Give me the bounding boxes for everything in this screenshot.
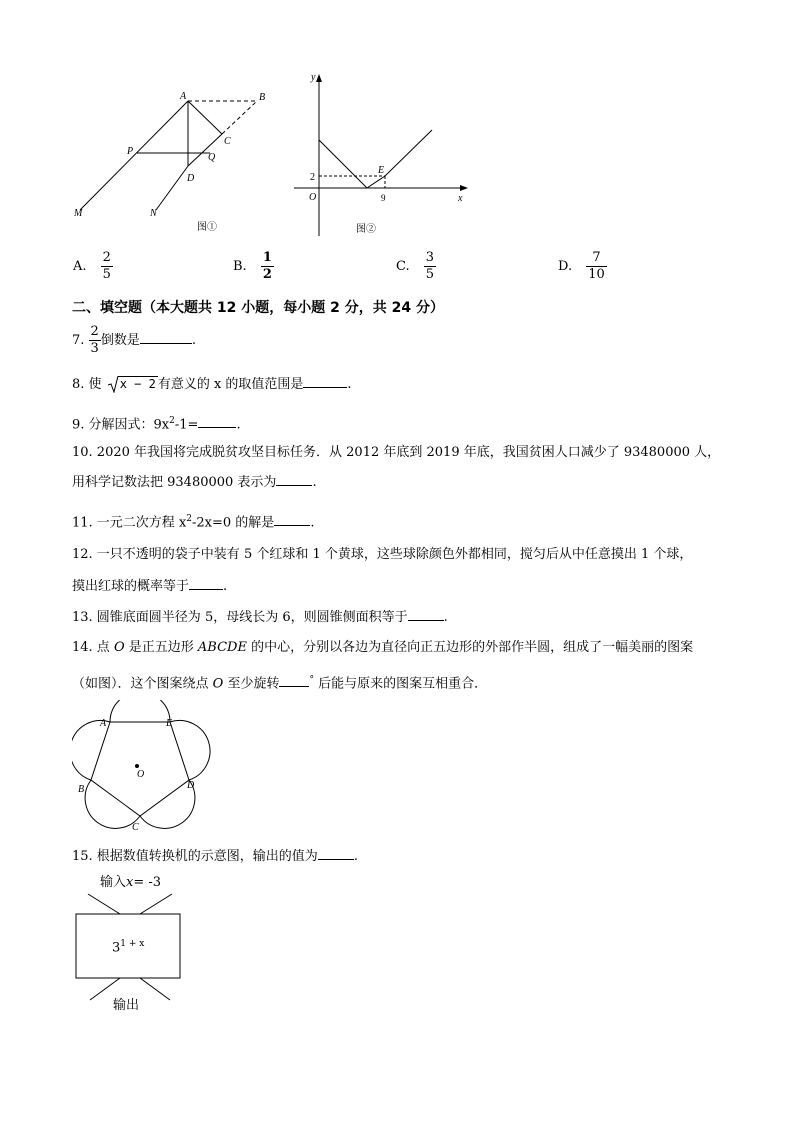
- question-14-line-2: [72, 671, 487, 693]
- label-d: D: [187, 780, 195, 791]
- label-x: x: [458, 193, 463, 204]
- question-15: [72, 847, 358, 866]
- choice-letter: D.: [558, 259, 573, 274]
- question-12-line-2: [72, 577, 227, 596]
- q11-sup: 2: [186, 514, 193, 524]
- q7-fraction: $\frac{2}{3}$: [90, 324, 99, 356]
- q14-line2-end: 后能与原来的图案互相重合．: [318, 676, 488, 692]
- line-dn: [156, 166, 188, 210]
- q14-point-o: O: [113, 640, 125, 655]
- q14-post: 的中心，分别以各边为直径向正五边形的外部作半圆，组成了一幅美丽的图案: [251, 640, 694, 655]
- section-title: 二、填空题（本大题共 12 小题，每小题 2 分，共 24 分）: [72, 300, 444, 316]
- sqrt-symbol: [108, 375, 158, 394]
- choice-a: [73, 250, 113, 283]
- q11-post: -2x=0 的解是: [192, 515, 275, 531]
- answer-blank: [274, 513, 310, 526]
- choice-letter: C.: [396, 259, 410, 274]
- line-dc: [188, 134, 222, 166]
- input-var: x: [126, 875, 134, 890]
- q13-text: 13. 圆锥底面圆半径为 5，母线长为 6，则圆锥侧面积等于: [72, 610, 408, 625]
- line-am: [80, 101, 188, 210]
- degree-symbol: °: [309, 675, 314, 685]
- choice-letter: B.: [233, 259, 247, 274]
- sqrt-radicand: x − 2: [119, 377, 156, 391]
- choice-fraction: $\frac{7}{10}$: [588, 250, 605, 282]
- label-n: N: [150, 208, 157, 219]
- choice-fraction: $\frac{2}{5}$: [102, 250, 111, 282]
- q8-post: 有意义的 x 的取值范围是: [157, 377, 304, 392]
- q11-pre: 11. 一元二次方程 x: [72, 515, 187, 531]
- y-arrow: [316, 74, 322, 82]
- answer-blank: [140, 331, 192, 344]
- choice-letter: A.: [73, 259, 87, 274]
- question-11: [72, 510, 314, 532]
- tick-9: 9: [381, 193, 386, 203]
- label-c: C: [132, 822, 139, 833]
- answer-blank: [303, 375, 347, 388]
- q8-pre: 8. 使: [72, 377, 102, 392]
- label-e: E: [378, 165, 385, 176]
- q14-pre: 14. 点: [72, 640, 110, 655]
- q14-line2-pre: （如图）．这个图案绕点: [72, 676, 209, 692]
- label-c: C: [224, 136, 231, 147]
- expr-exponent: 1 + x: [120, 939, 145, 949]
- q9-sup: 2: [169, 416, 175, 426]
- x-arrow: [460, 185, 468, 191]
- choice-d: [558, 250, 607, 283]
- caption-1: 图①: [197, 222, 217, 233]
- label-q: Q: [208, 152, 216, 163]
- answer-blank: [408, 608, 444, 621]
- line-ac: [188, 101, 222, 134]
- question-8: [72, 375, 352, 394]
- question-9: [72, 412, 241, 434]
- q15-text: 15. 根据数值转换机的示意图，输出的值为: [72, 849, 318, 864]
- q14-mid: 是正五边形: [128, 640, 194, 655]
- q12-line2: 摸出红球的概率等于: [72, 579, 190, 594]
- expr-base: 3: [112, 940, 121, 956]
- graph-line: [319, 130, 432, 188]
- q11-end: .: [310, 515, 315, 531]
- label-b: B: [78, 784, 85, 795]
- q7-text: 倒数是: [100, 333, 140, 348]
- choice-fraction: $\frac{3}{5}$: [425, 250, 435, 282]
- q14-point-o: O: [212, 676, 224, 692]
- semicircle-ae: [110, 700, 170, 722]
- q14-line2-post: 至少旋转: [227, 676, 280, 692]
- label-a: A: [100, 718, 107, 729]
- input-value: = -3: [133, 875, 162, 890]
- q9-post: -1=: [174, 417, 199, 433]
- label-m: M: [74, 208, 83, 219]
- machine-output-label: 输出: [113, 998, 140, 1013]
- answer-blank: [276, 473, 312, 486]
- q13-end: .: [443, 610, 448, 625]
- funnel-right: [140, 894, 172, 914]
- q15-end: .: [353, 849, 358, 864]
- q14-abcde: ABCDE: [197, 640, 247, 655]
- answer-blank: [189, 577, 223, 590]
- label-a: A: [180, 91, 187, 102]
- question-10-line-2: [72, 473, 317, 492]
- label-b: B: [259, 92, 266, 103]
- q10-line2: 用科学记数法把 93480000 表示为: [72, 475, 277, 490]
- answer-blank: [279, 674, 309, 687]
- figure-1: [70, 88, 290, 238]
- outlet-right: [140, 978, 170, 1000]
- answer-blank: [318, 847, 354, 860]
- choice-fraction: $\frac{1}{2}$: [262, 250, 272, 282]
- question-14-line-1: [72, 639, 693, 657]
- label-p: P: [127, 146, 134, 157]
- choice-c: [396, 250, 436, 283]
- center-dot: [135, 764, 139, 768]
- line-cb-dashed: [222, 101, 257, 134]
- q9-pre: 9. 分解因式：9x: [72, 417, 170, 433]
- label-d: D: [187, 173, 195, 184]
- caption-2: 图②: [356, 224, 376, 235]
- q7-end: .: [191, 333, 196, 348]
- answer-blank: [198, 415, 236, 428]
- label-e: E: [166, 718, 173, 729]
- question-10-line-1: 10. 2020 年我国将完成脱贫攻坚目标任务．从 2012 年底到 2019 年底，我国贫困人口减少了 93480000 人，: [72, 445, 721, 460]
- semicircle-ba: [72, 720, 110, 780]
- figure-2: [290, 72, 470, 238]
- machine-expression: [112, 935, 144, 957]
- semicircle-ed: [170, 720, 210, 780]
- input-label: 输入: [100, 875, 127, 890]
- question-number: 7.: [72, 333, 85, 348]
- choice-b: [233, 250, 274, 283]
- label-y: y: [311, 72, 316, 83]
- question-7: [72, 324, 196, 357]
- q9-end: .: [236, 417, 241, 433]
- q8-end: .: [347, 377, 352, 392]
- funnel-left: [88, 894, 120, 914]
- q10-end: .: [312, 475, 317, 490]
- label-o: O: [309, 192, 317, 203]
- figure-3-pentagon: [72, 700, 212, 836]
- q12-end: .: [223, 579, 228, 594]
- question-13: [72, 608, 448, 627]
- tick-2: 2: [310, 172, 315, 183]
- question-12-line-1: 12. 一只不透明的袋子中装有 5 个红球和 1 个黄球，这些球除颜色外都相同，搅匀后从中任意摸出 1 个球，: [72, 547, 693, 562]
- label-o: O: [137, 769, 145, 780]
